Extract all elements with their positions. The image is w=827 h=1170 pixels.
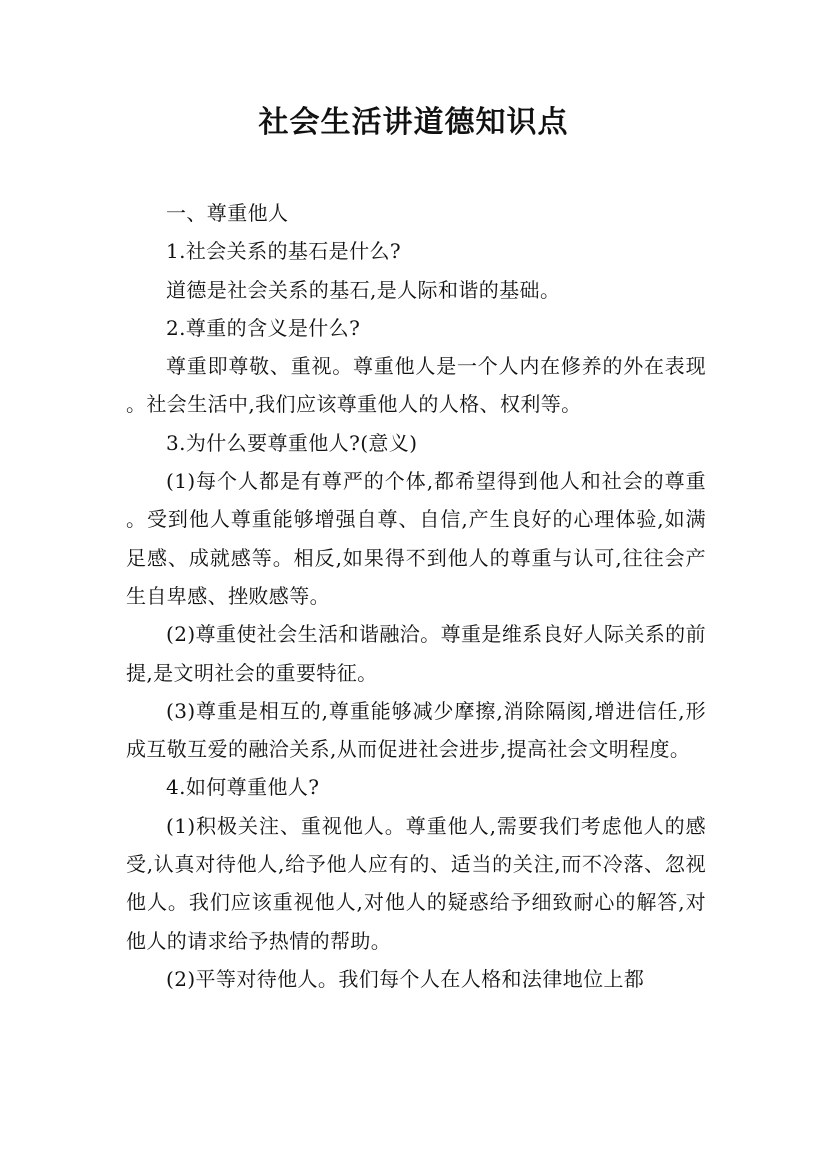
question-1: 1.社会关系的基石是什么? xyxy=(166,239,402,264)
question-4: 4.如何尊重他人? xyxy=(166,775,320,800)
answer-4-point-1: (1)积极关注、重视他人。尊重他人,需要我们考虑他人的感受,认真对待他人,给予他人应有的、适当的关注,而不冷落、忽视他人。我们应该重视他人,对他人的疑惑给予细致耐心的解答,对他人的请求给予热情的帮助。 xyxy=(126,813,706,953)
question-3: 3.为什么要尊重他人?(意义) xyxy=(166,430,418,455)
answer-2: 尊重即尊敬、重视。尊重他人是一个人内在修养的外在表现。社会生活中,我们应该尊重他人的人格、权利等。 xyxy=(126,354,706,417)
answer-3-point-3: (3)尊重是相互的,尊重能够减少摩擦,消除隔阂,增进信任,形成互敬互爱的融洽关系,从而促进社会进步,提高社会文明程度。 xyxy=(126,698,706,762)
document-title: 社会生活讲道德知识点 xyxy=(258,105,569,140)
question-2: 2.尊重的含义是什么? xyxy=(166,315,361,340)
document-body xyxy=(126,194,706,998)
answer-3-point-1: (1)每个人都是有尊严的个体,都希望得到他人和社会的尊重。受到他人尊重能够增强自尊、自信,产生良好的心理体验,如满足感、成就感等。相反,如果得不到他人的尊重与认可,往往会产生自卑感、挫败感等。 xyxy=(126,469,706,608)
answer-3-point-2: (2)尊重使社会生活和谐融洽。尊重是维系良好人际关系的前提,是文明社会的重要特征。 xyxy=(126,622,706,685)
answer-1: 道德是社会关系的基石,是人际和谐的基础。 xyxy=(166,277,561,302)
section-heading-respect-others: 一、尊重他人 xyxy=(166,201,289,225)
answer-4-point-2: (2)平等对待他人。我们每个人在人格和法律地位上都 xyxy=(166,966,645,991)
